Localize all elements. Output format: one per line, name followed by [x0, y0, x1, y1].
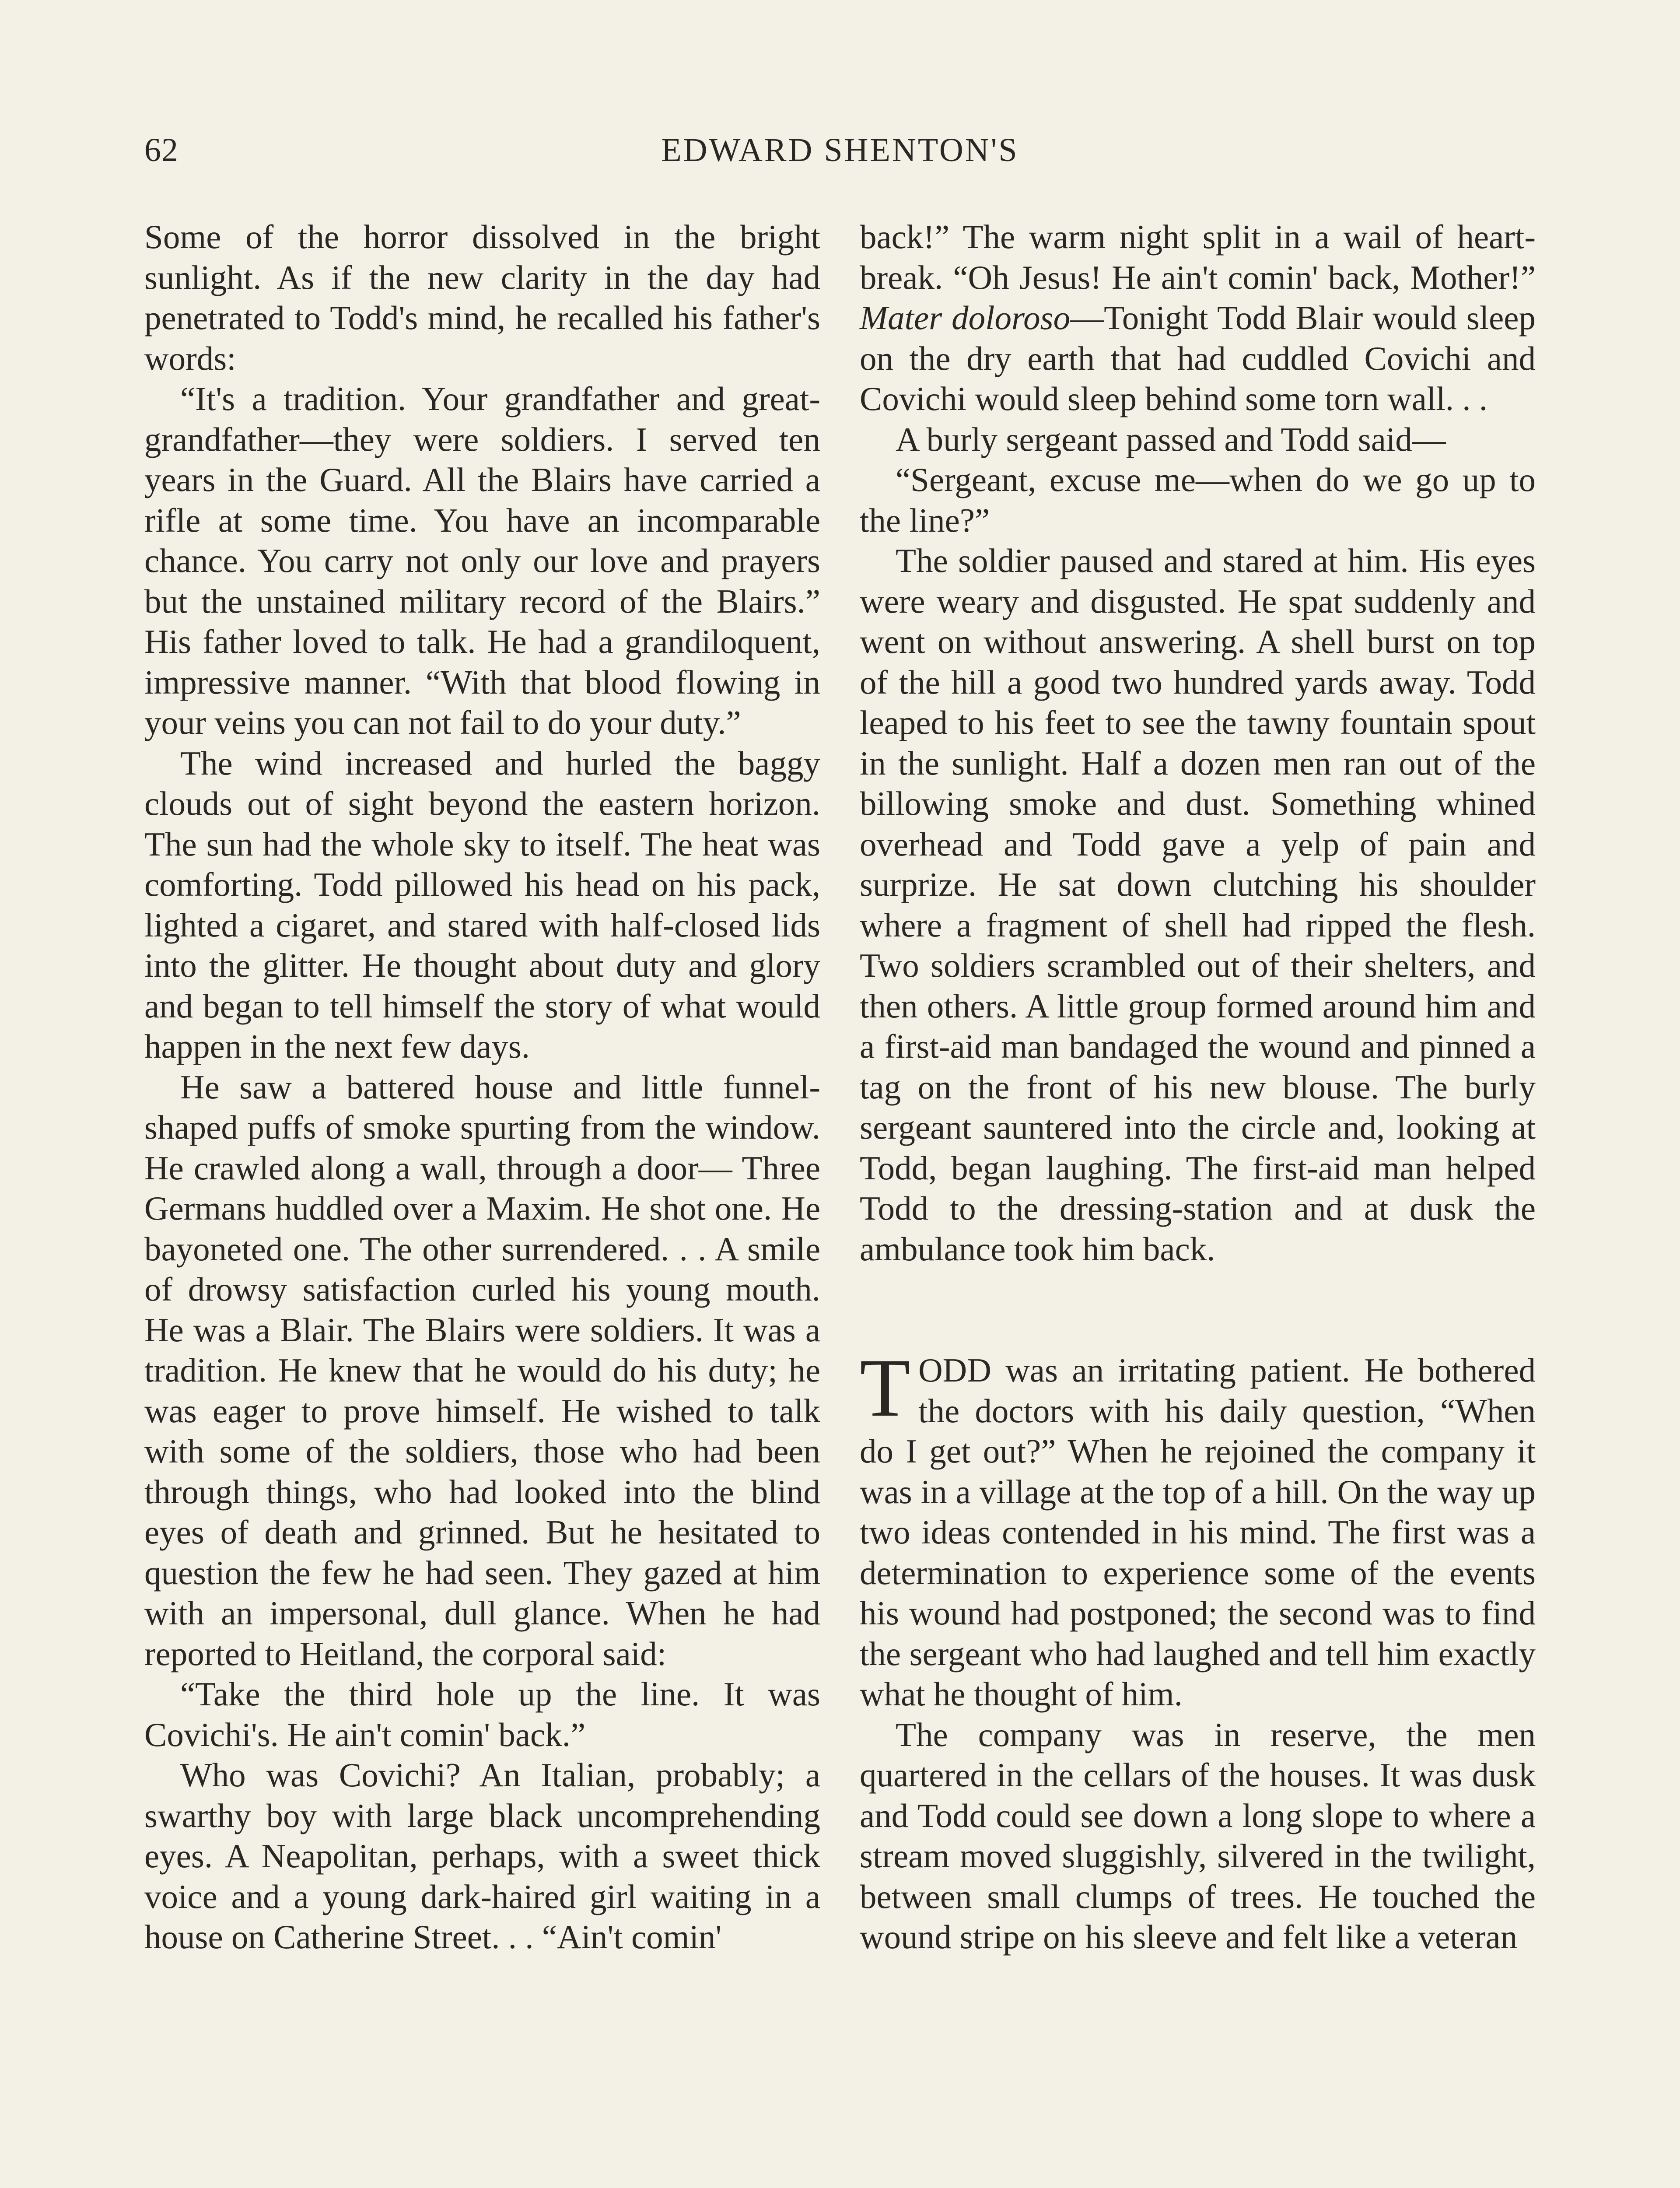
paragraph: A burly sergeant passed and Todd said— [896, 420, 1446, 458]
paragraph: Who was Covichi? An Italian, probably; a swarthy boy with large black uncomprehending eyes. A Neapolitan, perhaps, with a sweet thick voice and a young dark-haired girl waiting in a house on Catherine Street. . . “Ain't comin' [144, 1756, 820, 1956]
italic-phrase: Mater doloroso [860, 299, 1071, 337]
left-column [144, 217, 820, 1957]
paragraph: The wind increased and hurled the baggy clouds out of sight beyond the eastern horizon. The sun had the whole sky to itself. The heat was comforting. Todd pillowed his head on his pack, lighted a cigaret, and stared with half-closed lids into the glitter. He thought about duty and glory and began to tell himself the story of what would happen in the next few days. [144, 744, 820, 1065]
paragraph: The soldier paused and stared at him. His eyes were weary and disgusted. He spat suddenly and went on without answering. A shell burst on top of the hill a good two hundred yards away. Todd leaped to his feet to see the tawny fountain spout in the sunlight. Half a dozen men ran out of the billowing smoke and dust. Something whined overhead and Todd gave a yelp of pain and surprize. He sat down clutching his shoulder where a fragment of shell had ripped the flesh. Two soldiers scrambled out of their shelters, and then others. A little group formed around him and a first-aid man bandaged the wound and pinned a tag on the front of his new blouse. The burly sergeant sauntered into the circle and, looking at Todd, began laughing. The first-aid man helped Todd to the dressing-station and at dusk the ambulance took him back. [860, 542, 1536, 1268]
running-head: EDWARD SHENTON'S [661, 132, 1019, 168]
drop-cap: T [860, 1342, 911, 1434]
paragraph [860, 217, 1536, 419]
page-number: 62 [144, 132, 178, 168]
section-paragraph [860, 1342, 1536, 1715]
paragraph: “Take the third hole up the line. It was Covichi's. He ain't comin' back.” [144, 1675, 820, 1753]
right-column [860, 217, 1536, 1957]
paragraph-text: back!” The warm night split in a wail of heart-break. “Oh Jesus! He ain't comin' back, Mother!” [860, 218, 1536, 296]
paragraph: Some of the horror dissolved in the bright sunlight. As if the new clarity in the day had penetrated to Todd's mind, he recalled his father's words: [144, 218, 820, 377]
paragraph-text: —Tonight Todd Blair would sleep on the dry earth that had cuddled Covichi and Covichi would sleep behind some torn wall. . . [860, 299, 1536, 417]
paragraph: The company was in reserve, the men quartered in the cellars of the houses. It was dusk and Todd could see down a long slope to where a stream moved sluggishly, silvered in the twilight, between small clumps of trees. He touched the wound stripe on his sleeve and felt like a veteran [860, 1715, 1536, 1956]
paragraph: He saw a battered house and little funnel-shaped puffs of smoke spurting from the window. He crawled along a wall, through a door— Three Germans huddled over a Maxim. He shot one. He bayoneted one. The other surrendered. . . A smile of drowsy satisfaction curled his young mouth. He was a Blair. The Blairs were soldiers. It was a tradition. He knew that he would do his duty; he was eager to prove himself. He wished to talk with some of the soldiers, those who had been through things, who had looked into the blind eyes of death and grinned. But he hesitated to question the few he had seen. They gazed at him with an impersonal, dull glance. When he had reported to Heitland, the corporal said: [144, 1068, 820, 1673]
paragraph-text: was an irritating patient. He bothered the doctors with his daily question, “When do I get out?” When he rejoined the company it was in a village at the top of a hill. On the way up two ideas contended in his mind. The first was a determination to experience some of the events his wound had postponed; the second was to find the sergeant who had laughed and tell him exactly what he thought of him. [860, 1351, 1536, 1713]
small-caps-word: ODD [918, 1351, 991, 1389]
paragraph: “It's a tradition. Your grandfather and great-grandfather—they were soldiers. I served ten years in the Guard. All the Blairs have carried a rifle at some time. You have an incomparable chance. You carry not only our love and prayers but the unstained military record of the Blairs.” His father loved to talk. He had a grandiloquent, impressive manner. “With that blood flowing in your veins you can not fail to do your duty.” [144, 380, 820, 741]
paragraph: “Sergeant, excuse me—when do we go up to the line?” [860, 461, 1536, 539]
